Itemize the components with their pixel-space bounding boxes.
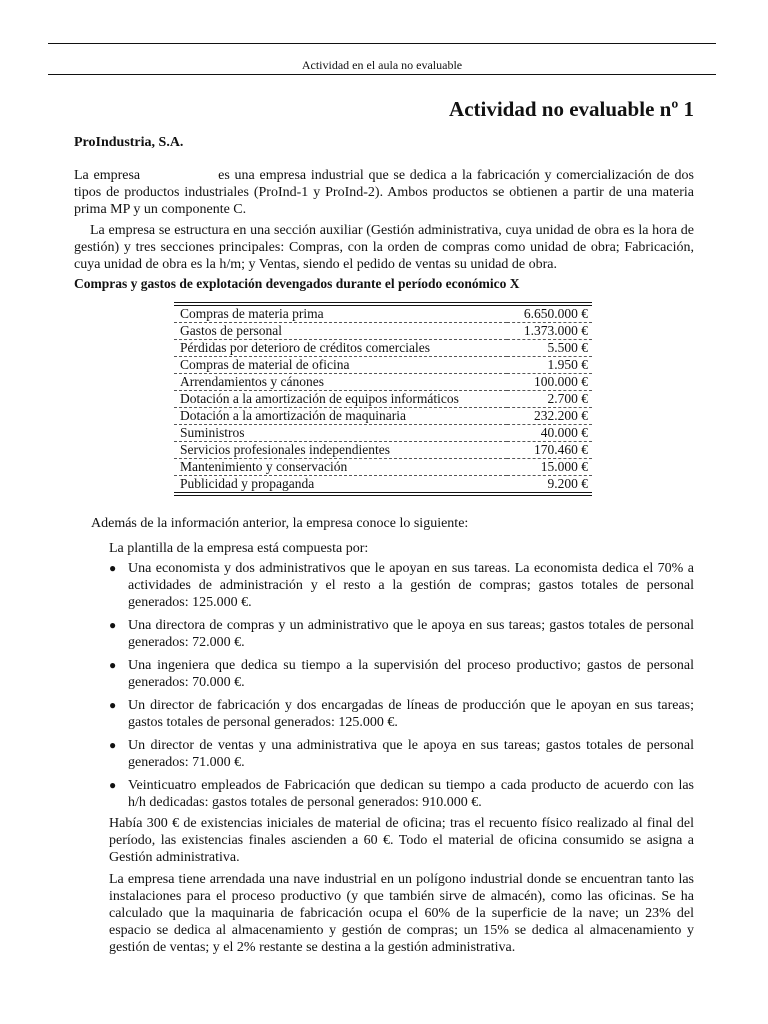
expense-concept: Publicidad y propaganda bbox=[180, 476, 315, 491]
expenses-table-body bbox=[174, 304, 592, 494]
list-item bbox=[109, 737, 694, 771]
expense-concept: Dotación a la amortización de equipos informáticos bbox=[174, 391, 507, 408]
staff-intro: La plantilla de la empresa está compuesta por: bbox=[109, 541, 369, 556]
expense-amount: 9.200 € bbox=[547, 476, 588, 491]
list-item-text: Un director de fabricación y dos encargadas de líneas de producción que le apoyan en sus tareas; gastos totales de personal generados: 125.000 €. bbox=[128, 698, 694, 730]
expense-amount: 6.650.000 € bbox=[507, 304, 592, 323]
expense-concept: Suministros bbox=[174, 425, 507, 442]
office-material-paragraph: Había 300 € de existencias iniciales de material de oficina; tras el recuento físico realizado al final del período, las existencias finales ascienden a 60 €. Todo el material de oficina consumido se asigna a Gestión administrativa. bbox=[109, 816, 694, 865]
running-header: Actividad en el aula no evaluable bbox=[301, 58, 463, 72]
bullet-icon: ● bbox=[109, 778, 117, 792]
company-name: ProIndustria, S.A. bbox=[74, 135, 184, 150]
header-bottom-rule bbox=[48, 74, 716, 75]
expense-concept: Servicios profesionales independientes bbox=[174, 442, 507, 459]
expense-amount: 1.373.000 € bbox=[507, 323, 592, 340]
list-item bbox=[109, 617, 694, 651]
bullet-icon: ● bbox=[109, 658, 117, 672]
bullet-icon: ● bbox=[109, 561, 117, 575]
table-row bbox=[174, 391, 592, 408]
table-row bbox=[174, 357, 592, 374]
additional-intro: Además de la información anterior, la empresa conoce lo siguiente: bbox=[91, 516, 469, 531]
expense-amount: 170.460 € bbox=[507, 442, 592, 459]
table-row bbox=[174, 408, 592, 425]
bullet-icon: ● bbox=[109, 618, 117, 632]
expense-concept: Compras de materia prima bbox=[174, 304, 507, 323]
expense-amount: 15.000 € bbox=[507, 459, 592, 476]
list-item-text: Una economista y dos administrativos que le apoyan en sus tareas. La economista dedica el 70% a actividades de administración y el resto a la gestión de compras; gastos totales de personal generados: 125.000 €. bbox=[128, 561, 694, 610]
table-row bbox=[174, 340, 592, 357]
expenses-heading: Compras y gastos de explotación devengados durante el período económico X bbox=[74, 276, 520, 291]
bullet-icon: ● bbox=[109, 738, 117, 752]
table-row bbox=[174, 442, 592, 459]
table-row bbox=[174, 476, 592, 495]
structure-paragraph: La empresa se estructura en una sección auxiliar (Gestión administrativa, cuya unidad de obra es la hora de gestión) y tres secciones principales: Compras, con la orden de compras como unidad de obra; Fabricación, cuya unidad de obra es la h/m; y Ventas, siendo el pedido de ventas su unidad de obra. bbox=[74, 223, 694, 272]
expense-amount: 40.000 € bbox=[507, 425, 592, 442]
expense-concept: Dotación a la amortización de maquinaria bbox=[174, 408, 507, 425]
intro-paragraph bbox=[74, 167, 694, 218]
staff-list bbox=[109, 560, 694, 817]
list-item-text: Un director de ventas y una administrativa que le apoya en sus tareas; gastos totales de personal generados: 71.000 €. bbox=[128, 738, 694, 770]
expense-amount: 2.700 € bbox=[507, 391, 592, 408]
expense-concept: Pérdidas por deterioro de créditos comerciales bbox=[174, 340, 507, 357]
intro-lead: La empresa bbox=[74, 168, 141, 183]
header-top-rule bbox=[48, 43, 716, 44]
list-item bbox=[109, 697, 694, 731]
expense-amount: 232.200 € bbox=[507, 408, 592, 425]
expenses-table bbox=[174, 302, 592, 496]
list-item-text: Una ingeniera que dedica su tiempo a la supervisión del proceso productivo; gastos de personal generados: 70.000 €. bbox=[128, 658, 694, 690]
list-item bbox=[109, 777, 694, 811]
expense-concept: Gastos de personal bbox=[174, 323, 507, 340]
list-item-text: Veinticuatro empleados de Fabricación que dedican su tiempo a cada producto de acuerdo con las h/h dedicadas: gastos totales de personal generados: 910.000 €. bbox=[128, 778, 694, 810]
list-item-text: Una directora de compras y un administrativo que le apoya en sus tareas; gastos totales de personal generados: 72.000 €. bbox=[128, 618, 694, 650]
list-item bbox=[109, 657, 694, 691]
table-row bbox=[174, 374, 592, 391]
expense-amount: 100.000 € bbox=[507, 374, 592, 391]
table-row bbox=[174, 304, 592, 323]
table-row bbox=[174, 459, 592, 476]
expense-concept: Arrendamientos y cánones bbox=[174, 374, 507, 391]
expense-concept: Compras de material de oficina bbox=[174, 357, 507, 374]
bullet-icon: ● bbox=[109, 698, 117, 712]
list-item bbox=[109, 560, 694, 611]
expense-concept: Mantenimiento y conservación bbox=[174, 459, 507, 476]
table-row bbox=[174, 323, 592, 340]
expense-amount: 5.500 € bbox=[507, 340, 592, 357]
lease-paragraph: La empresa tiene arrendada una nave industrial en un polígono industrial donde se encuentran tanto las instalaciones para el proceso productivo (y que también sirve de almacén), como las oficinas. Se ha calculado que la maquinaria de fabricación ocupa el 60% de la superficie de la nave; un 23% del espacio se dedica al almacenamiento y gestión de compras; un 15% se dedica al almacenamiento y gestión de ventas; y el 2% restante se destina a la gestión administrativa. bbox=[109, 872, 694, 955]
expense-amount: 1.950 € bbox=[507, 357, 592, 374]
table-row bbox=[174, 425, 592, 442]
intro-rest: es una empresa industrial que se dedica a la fabricación y comercialización de dos tipos de productos industriales (ProInd-1 y ProInd-2). Ambos productos se obtienen a partir de una materia prima MP y un componente C. bbox=[74, 168, 694, 217]
page-title: Actividad no evaluable nº 1 bbox=[449, 97, 694, 121]
